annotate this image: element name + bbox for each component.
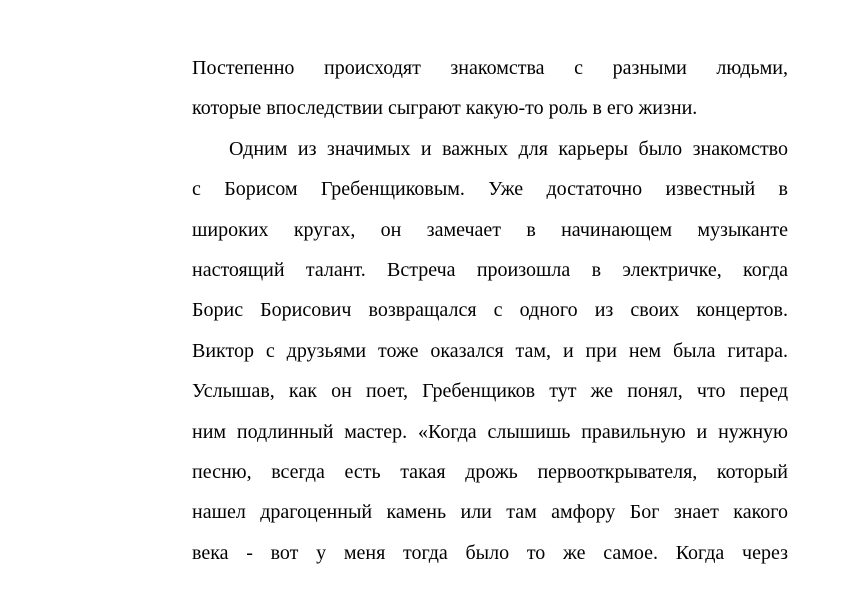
text-line: нашел драгоценный камень или там амфору Бог знает какого [192,501,788,524]
text-line: Постепенно происходят знакомства с разными людьми, [192,57,788,79]
text-line: века - вот у меня тогда было то же самое. Когда через [192,541,788,564]
text-line: с Борисом Гребенщиковым. Уже достаточно известный в [192,178,788,201]
text-line: Услышав, как он поет, Гребенщиков тут же понял, что перед [192,380,788,403]
text-line: которые впоследствии сыграют какую-то роль в его жизни. [192,97,698,120]
text-line: Борис Борисович возвращался с одного из своих концертов. [192,299,788,322]
text-line: настоящий талант. Встреча произошла в электричке, когда [192,258,788,281]
body-text [192,51,788,576]
text-line: Виктор с друзьями тоже оказался там, и при нем была гитара. [192,339,788,362]
text-line: широких кругах, он замечает в начинающем музыканте [192,218,788,241]
paragraph-first-line: Одним из значимых и важных для карьеры было знакомство [229,137,788,160]
text-line: ним подлинный мастер. «Когда слышишь правильную и нужную [192,420,788,443]
text-line: песню, всегда есть такая дрожь первооткрывателя, который [192,460,788,483]
